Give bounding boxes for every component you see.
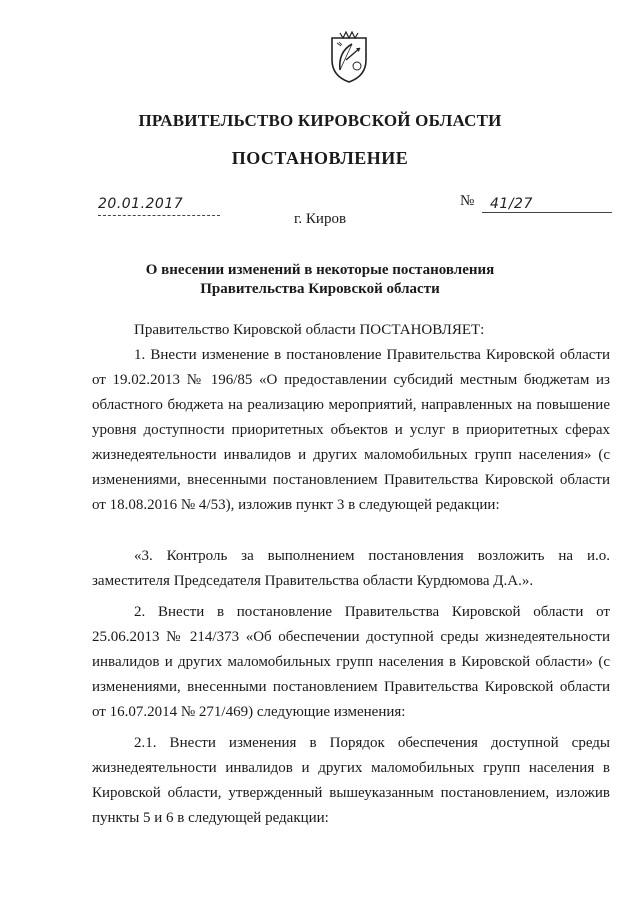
paragraph-2-1: 2.1. Внести изменения в Порядок обеспечения доступной среды жизнедеятельности инвалидов и других маломобильных групп населения в Кировской области, утвержденный вышеуказанным постановлением, изложив пункты 5 и 6 в следующей редакции: [92, 735, 610, 826]
document-number: 41/27 [490, 196, 533, 212]
organization-name: ПРАВИТЕЛЬСТВО КИРОВСКОЙ ОБЛАСТИ [138, 111, 502, 130]
city-name: г. Киров [293, 211, 347, 227]
document-type: ПОСТАНОВЛЕНИЕ [231, 148, 409, 168]
title-line-2: Правительства Кировской области [200, 281, 440, 297]
paragraph-2: 2. Внести в постановление Правительства Кировской области от 25.06.2013 № 214/373 «Об обеспечении доступной среды жизнедеятельности инвалидов и других маломобильных групп населения в Кировской области» (с изменениями, внесенными постановлением Правительства Кировской области от 16.07.2014 № 271/469) следующие изменения: [92, 604, 610, 720]
number-sign: № [460, 193, 475, 209]
document-date: 20.01.2017 [98, 196, 184, 212]
coat-of-arms-icon [326, 30, 372, 84]
document-title [0, 261, 640, 299]
paragraph-1: 1. Внести изменение в постановление Правительства Кировской области от 19.02.2013 № 196/85 «О предоставлении субсидий местным бюджетам из областного бюджета на реализацию мероприятий, направленных на повышение уровня доступности приоритетных объектов и услуг в приоритетных сферах жизнедеятельности инвалидов и других маломобильных групп населения» (с изменениями, внесенными постановлением Правительства Кировской области от 18.08.2016 № 4/53), изложив пункт 3 в следующей редакции: [92, 347, 610, 513]
preamble: Правительство Кировской области ПОСТАНОВЛЯЕТ: [134, 322, 485, 338]
paragraph-1-quote: «3. Контроль за выполнением постановления возложить на и.о. заместителя Председателя Правительства области Курдюмова Д.А.». [92, 548, 610, 589]
title-line-1: О внесении изменений в некоторые постановления [145, 262, 495, 278]
